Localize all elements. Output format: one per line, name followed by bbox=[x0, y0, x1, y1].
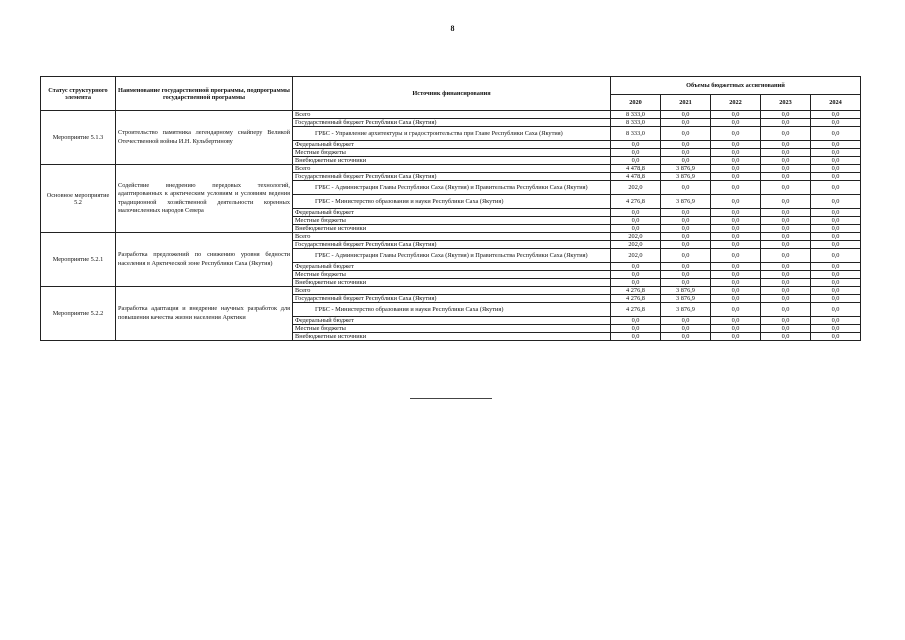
budget-value: 0,0 bbox=[711, 127, 761, 141]
funding-source: ГРБС - Министерство образования и науки Республики Саха (Якутия) bbox=[293, 195, 611, 209]
budget-value: 0,0 bbox=[711, 287, 761, 295]
budget-value: 0,0 bbox=[611, 149, 661, 157]
budget-value: 0,0 bbox=[761, 149, 811, 157]
program-name: Содействие внедрению передовых технологий, адаптированных к арктическим условиям и условиям ведения традиционной хозяйственной деятельности коренных малочисленных народов Севера bbox=[116, 165, 293, 233]
budget-value: 0,0 bbox=[811, 209, 861, 217]
budget-value: 202,0 bbox=[611, 249, 661, 263]
budget-value: 0,0 bbox=[661, 111, 711, 119]
budget-value: 4 276,8 bbox=[611, 295, 661, 303]
structural-element-status: Мероприятие 5.2.2 bbox=[41, 287, 116, 341]
budget-value: 0,0 bbox=[711, 249, 761, 263]
header-year: 2022 bbox=[711, 95, 761, 111]
funding-source: Федеральный бюджет bbox=[293, 141, 611, 149]
funding-source: Внебюджетные источники bbox=[293, 279, 611, 287]
budget-value: 0,0 bbox=[661, 149, 711, 157]
budget-value: 3 876,9 bbox=[661, 165, 711, 173]
budget-value: 4 276,8 bbox=[611, 303, 661, 317]
budget-value: 0,0 bbox=[811, 111, 861, 119]
budget-value: 0,0 bbox=[811, 195, 861, 209]
budget-value: 0,0 bbox=[711, 111, 761, 119]
budget-value: 0,0 bbox=[711, 157, 761, 165]
budget-value: 0,0 bbox=[661, 233, 711, 241]
header-volumes: Объемы бюджетных ассигнований bbox=[611, 77, 861, 95]
budget-value: 0,0 bbox=[811, 295, 861, 303]
budget-value: 0,0 bbox=[611, 225, 661, 233]
budget-value: 0,0 bbox=[661, 241, 711, 249]
budget-value: 4 478,8 bbox=[611, 173, 661, 181]
budget-value: 0,0 bbox=[711, 233, 761, 241]
funding-source: Государственный бюджет Республики Саха (Якутия) bbox=[293, 241, 611, 249]
budget-value: 0,0 bbox=[761, 141, 811, 149]
budget-value: 0,0 bbox=[761, 165, 811, 173]
budget-value: 0,0 bbox=[661, 325, 711, 333]
budget-value: 0,0 bbox=[711, 165, 761, 173]
budget-value: 0,0 bbox=[661, 279, 711, 287]
budget-value: 8 333,0 bbox=[611, 119, 661, 127]
budget-value: 0,0 bbox=[761, 295, 811, 303]
funding-source: Государственный бюджет Республики Саха (Якутия) bbox=[293, 119, 611, 127]
funding-source: Федеральный бюджет bbox=[293, 263, 611, 271]
header-year: 2023 bbox=[761, 95, 811, 111]
budget-value: 0,0 bbox=[811, 325, 861, 333]
table-body bbox=[41, 111, 861, 341]
funding-source: Всего bbox=[293, 233, 611, 241]
budget-value: 0,0 bbox=[661, 119, 711, 127]
budget-value: 3 876,9 bbox=[661, 195, 711, 209]
budget-value: 0,0 bbox=[761, 325, 811, 333]
budget-value: 0,0 bbox=[761, 195, 811, 209]
table-row bbox=[41, 287, 861, 295]
budget-value: 0,0 bbox=[711, 225, 761, 233]
budget-value: 0,0 bbox=[811, 317, 861, 325]
funding-source: Государственный бюджет Республики Саха (Якутия) bbox=[293, 295, 611, 303]
budget-value: 0,0 bbox=[711, 173, 761, 181]
header-name: Наименование государственной программы, подпрограммы государственной программы bbox=[116, 77, 293, 111]
budget-value: 0,0 bbox=[761, 249, 811, 263]
budget-value: 3 876,9 bbox=[661, 295, 711, 303]
budget-value: 0,0 bbox=[611, 263, 661, 271]
budget-value: 0,0 bbox=[761, 263, 811, 271]
budget-value: 0,0 bbox=[611, 271, 661, 279]
budget-value: 202,0 bbox=[611, 181, 661, 195]
page-number: 8 bbox=[450, 24, 455, 33]
budget-value: 8 333,0 bbox=[611, 127, 661, 141]
budget-value: 0,0 bbox=[761, 181, 811, 195]
budget-value: 202,0 bbox=[611, 241, 661, 249]
budget-value: 0,0 bbox=[711, 141, 761, 149]
funding-source: ГРБС - Министерство образования и науки Республики Саха (Якутия) bbox=[293, 303, 611, 317]
budget-value: 0,0 bbox=[811, 119, 861, 127]
budget-value: 0,0 bbox=[811, 271, 861, 279]
budget-value: 4 478,8 bbox=[611, 165, 661, 173]
budget-value: 0,0 bbox=[761, 111, 811, 119]
budget-value: 0,0 bbox=[761, 333, 811, 341]
budget-value: 0,0 bbox=[661, 127, 711, 141]
budget-value: 0,0 bbox=[611, 141, 661, 149]
budget-value: 0,0 bbox=[811, 233, 861, 241]
budget-value: 0,0 bbox=[811, 279, 861, 287]
funding-source: Федеральный бюджет bbox=[293, 317, 611, 325]
budget-value: 0,0 bbox=[711, 241, 761, 249]
budget-value: 8 333,0 bbox=[611, 111, 661, 119]
budget-value: 0,0 bbox=[611, 333, 661, 341]
funding-source: Государственный бюджет Республики Саха (Якутия) bbox=[293, 173, 611, 181]
table-row bbox=[41, 111, 861, 119]
budget-value: 0,0 bbox=[811, 217, 861, 225]
budget-value: 0,0 bbox=[761, 157, 811, 165]
budget-value: 0,0 bbox=[661, 263, 711, 271]
budget-value: 0,0 bbox=[761, 287, 811, 295]
program-name: Разработка предложений по снижению уровня бедности населения в Арктической зоне Республики Саха (Якутия) bbox=[116, 233, 293, 287]
budget-value: 3 876,9 bbox=[661, 173, 711, 181]
budget-value: 4 276,8 bbox=[611, 287, 661, 295]
budget-value: 4 276,8 bbox=[611, 195, 661, 209]
funding-source: Всего bbox=[293, 111, 611, 119]
funding-source: Местные бюджеты bbox=[293, 149, 611, 157]
funding-source: Местные бюджеты bbox=[293, 217, 611, 225]
budget-value: 0,0 bbox=[711, 317, 761, 325]
budget-value: 0,0 bbox=[661, 141, 711, 149]
budget-value: 0,0 bbox=[761, 127, 811, 141]
header-year: 2021 bbox=[661, 95, 711, 111]
budget-value: 0,0 bbox=[761, 119, 811, 127]
funding-source: Всего bbox=[293, 287, 611, 295]
funding-source: Внебюджетные источники bbox=[293, 333, 611, 341]
budget-value: 0,0 bbox=[761, 279, 811, 287]
funding-source: Местные бюджеты bbox=[293, 325, 611, 333]
budget-value: 0,0 bbox=[711, 303, 761, 317]
budget-value: 0,0 bbox=[761, 241, 811, 249]
budget-value: 0,0 bbox=[761, 225, 811, 233]
funding-source: Внебюджетные источники bbox=[293, 157, 611, 165]
budget-value: 0,0 bbox=[711, 325, 761, 333]
budget-value: 0,0 bbox=[661, 333, 711, 341]
budget-value: 0,0 bbox=[661, 249, 711, 263]
funding-source: ГРБС - Администрация Главы Республики Саха (Якутия) и Правительства Республики Саха (Якутия) bbox=[293, 181, 611, 195]
structural-element-status: Мероприятие 5.1.3 bbox=[41, 111, 116, 165]
budget-value: 0,0 bbox=[611, 209, 661, 217]
budget-value: 0,0 bbox=[711, 149, 761, 157]
budget-value: 0,0 bbox=[711, 195, 761, 209]
program-name: Разработка адаптация и внедрение научных разработок для повышения качества жизни населения Арктики bbox=[116, 287, 293, 341]
budget-value: 0,0 bbox=[811, 165, 861, 173]
budget-value: 0,0 bbox=[661, 225, 711, 233]
budget-value: 0,0 bbox=[661, 209, 711, 217]
budget-value: 0,0 bbox=[611, 157, 661, 165]
budget-value: 0,0 bbox=[761, 317, 811, 325]
funding-source: ГРБС - Администрация Главы Республики Саха (Якутия) и Правительства Республики Саха (Якутия) bbox=[293, 249, 611, 263]
budget-value: 0,0 bbox=[811, 157, 861, 165]
budget-value: 0,0 bbox=[811, 263, 861, 271]
funding-source: Местные бюджеты bbox=[293, 271, 611, 279]
budget-value: 202,0 bbox=[611, 233, 661, 241]
budget-value: 0,0 bbox=[761, 217, 811, 225]
budget-value: 0,0 bbox=[661, 271, 711, 279]
funding-source: ГРБС - Управление архитектуры и градостроительства при Главе Республики Саха (Якутия) bbox=[293, 127, 611, 141]
header-year: 2024 bbox=[811, 95, 861, 111]
funding-source: Внебюджетные источники bbox=[293, 225, 611, 233]
budget-value: 0,0 bbox=[811, 287, 861, 295]
budget-value: 0,0 bbox=[711, 181, 761, 195]
budget-value: 0,0 bbox=[611, 317, 661, 325]
structural-element-status: Основное мероприятие 5.2 bbox=[41, 165, 116, 233]
budget-value: 0,0 bbox=[811, 181, 861, 195]
funding-source: Всего bbox=[293, 165, 611, 173]
funding-source: Федеральный бюджет bbox=[293, 209, 611, 217]
header-status: Статус структурного элемента bbox=[41, 77, 116, 111]
structural-element-status: Мероприятие 5.2.1 bbox=[41, 233, 116, 287]
budget-value: 0,0 bbox=[811, 225, 861, 233]
budget-value: 0,0 bbox=[811, 303, 861, 317]
program-name: Строительство памятника легендарному снайперу Великой Отечественной войны И.Н. Кульбертинову bbox=[116, 111, 293, 165]
budget-value: 0,0 bbox=[661, 181, 711, 195]
budget-value: 3 876,9 bbox=[661, 303, 711, 317]
budget-value: 0,0 bbox=[811, 249, 861, 263]
header-year: 2020 bbox=[611, 95, 661, 111]
table-row bbox=[41, 165, 861, 173]
budget-value: 0,0 bbox=[761, 303, 811, 317]
header-source: Источник финансирования bbox=[293, 77, 611, 111]
budget-value: 0,0 bbox=[811, 333, 861, 341]
budget-value: 0,0 bbox=[711, 209, 761, 217]
budget-value: 0,0 bbox=[761, 233, 811, 241]
budget-value: 0,0 bbox=[811, 173, 861, 181]
budget-value: 3 876,9 bbox=[661, 287, 711, 295]
budget-value: 0,0 bbox=[711, 263, 761, 271]
footer-rule bbox=[410, 398, 492, 399]
budget-value: 0,0 bbox=[811, 127, 861, 141]
budget-value: 0,0 bbox=[811, 141, 861, 149]
budget-value: 0,0 bbox=[811, 149, 861, 157]
budget-value: 0,0 bbox=[761, 209, 811, 217]
budget-value: 0,0 bbox=[661, 217, 711, 225]
budget-value: 0,0 bbox=[711, 119, 761, 127]
budget-table bbox=[40, 76, 861, 341]
budget-value: 0,0 bbox=[761, 173, 811, 181]
budget-value: 0,0 bbox=[711, 217, 761, 225]
budget-value: 0,0 bbox=[711, 279, 761, 287]
budget-value: 0,0 bbox=[711, 333, 761, 341]
budget-value: 0,0 bbox=[611, 325, 661, 333]
budget-value: 0,0 bbox=[711, 271, 761, 279]
budget-value: 0,0 bbox=[611, 217, 661, 225]
budget-value: 0,0 bbox=[661, 157, 711, 165]
budget-value: 0,0 bbox=[611, 279, 661, 287]
budget-value: 0,0 bbox=[661, 317, 711, 325]
budget-value: 0,0 bbox=[711, 295, 761, 303]
table-row bbox=[41, 233, 861, 241]
budget-value: 0,0 bbox=[811, 241, 861, 249]
budget-value: 0,0 bbox=[761, 271, 811, 279]
